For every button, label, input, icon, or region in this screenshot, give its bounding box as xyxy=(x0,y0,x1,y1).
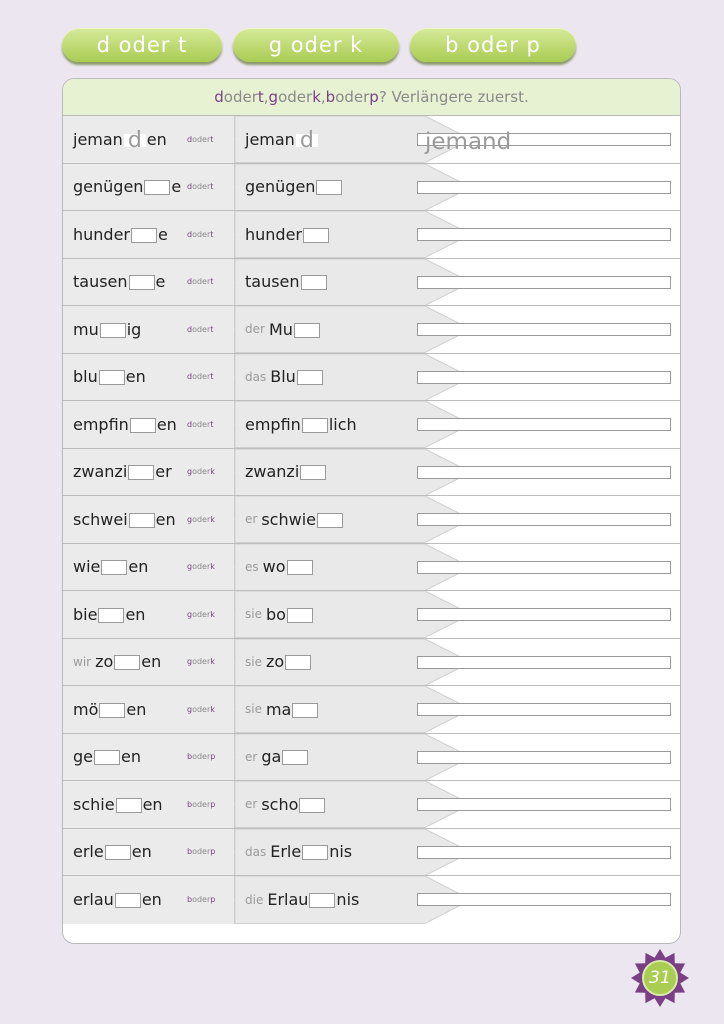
letter-gap[interactable] xyxy=(300,465,326,480)
hint-letter: b xyxy=(187,799,193,809)
hint-letter: k xyxy=(210,657,215,667)
letter-hint xyxy=(187,829,215,876)
exercise-card xyxy=(62,78,681,944)
letter-gap[interactable] xyxy=(317,513,343,528)
table-row xyxy=(63,686,680,734)
hint-text: oder xyxy=(192,467,211,477)
letter-gap[interactable] xyxy=(94,750,120,765)
hint-letter: k xyxy=(210,514,215,524)
word-left xyxy=(73,354,146,401)
table-row xyxy=(63,354,680,402)
answer-line[interactable] xyxy=(417,656,671,669)
word-part: e xyxy=(155,272,166,292)
table-row xyxy=(63,829,680,877)
hint-text: oder xyxy=(192,134,211,144)
hint-letter: t xyxy=(210,372,214,382)
letter-hint xyxy=(187,306,213,353)
word-extended xyxy=(245,876,359,924)
word-part: ga xyxy=(261,747,282,767)
answer-text: jemand xyxy=(425,129,512,156)
word-left xyxy=(73,401,177,448)
word-part: jeman xyxy=(245,129,295,149)
hint-letter: d xyxy=(187,372,193,382)
letter-gap[interactable] xyxy=(99,370,125,385)
word-part: erle xyxy=(73,842,104,862)
hint-letter: d xyxy=(187,229,193,239)
hint-letter: t xyxy=(210,419,214,429)
hint-letter: t xyxy=(210,229,214,239)
table-row xyxy=(63,211,680,259)
letter-hint xyxy=(187,734,215,781)
hint-letter: t xyxy=(210,134,214,144)
word-prefix: das xyxy=(245,844,267,859)
answer-line[interactable] xyxy=(417,371,671,384)
tab-g-oder-k[interactable] xyxy=(233,28,399,62)
letter-gap[interactable] xyxy=(285,655,311,670)
letter-hint xyxy=(187,449,215,496)
word-part: schwie xyxy=(261,509,316,529)
word-extended xyxy=(245,544,314,591)
hint-letter: t xyxy=(210,182,214,192)
letter-hint xyxy=(187,496,215,543)
word-prefix: sie xyxy=(245,702,262,717)
letter-gap[interactable]: d xyxy=(296,134,318,147)
instruction xyxy=(63,79,680,116)
table-row xyxy=(63,259,680,307)
word-left xyxy=(73,686,146,733)
letter-gap[interactable] xyxy=(116,798,142,813)
letter-gap[interactable]: d xyxy=(124,134,146,147)
word-left xyxy=(73,829,152,876)
letter-gap[interactable] xyxy=(309,893,335,908)
word-left xyxy=(73,639,161,686)
answer-line[interactable] xyxy=(417,751,671,764)
word-extended xyxy=(245,116,319,163)
letter-gap[interactable] xyxy=(99,703,125,718)
tab-label: b oder p xyxy=(445,33,541,57)
letter-hint xyxy=(187,591,215,638)
word-extended xyxy=(245,686,319,733)
word-prefix: die xyxy=(245,892,264,907)
table-row xyxy=(63,734,680,782)
table-row xyxy=(63,306,680,354)
word-part: genügen xyxy=(245,177,316,197)
hint-text: oder xyxy=(192,229,211,239)
word-left xyxy=(73,211,168,258)
word-left xyxy=(73,781,163,828)
word-part: Mu xyxy=(268,319,293,339)
word-extended xyxy=(245,496,344,543)
hint-letter: d xyxy=(187,324,193,334)
answer-line[interactable] xyxy=(417,228,671,241)
word-prefix: wir xyxy=(73,654,92,669)
table-row xyxy=(63,401,680,449)
letter-gap[interactable] xyxy=(297,370,323,385)
hint-letter: g xyxy=(187,562,193,572)
table-row xyxy=(63,544,680,592)
word-part: zo xyxy=(95,652,114,672)
word-left xyxy=(73,496,176,543)
hint-text: oder xyxy=(192,182,211,192)
hint-text: oder xyxy=(192,419,211,429)
text: , xyxy=(320,88,326,106)
hint-letter: k xyxy=(210,562,215,572)
letter-gap[interactable] xyxy=(128,465,154,480)
hint-letter: b xyxy=(187,752,193,762)
word-part: hunder xyxy=(73,224,130,244)
letter-gap[interactable] xyxy=(303,228,329,243)
table-row xyxy=(63,591,680,639)
word-extended xyxy=(245,164,343,211)
hint-letter: p xyxy=(210,895,216,905)
tab-d-oder-t[interactable] xyxy=(62,28,222,62)
word-part: tausen xyxy=(245,272,300,292)
hint-text: oder xyxy=(192,372,211,382)
letter-hint xyxy=(187,259,213,306)
hint-text: oder xyxy=(192,609,211,619)
word-part: wie xyxy=(73,557,101,577)
word-left xyxy=(73,306,141,353)
letter: d xyxy=(214,88,224,106)
word-part: scho xyxy=(261,794,299,814)
word-prefix: das xyxy=(245,369,267,384)
hint-letter: t xyxy=(210,324,214,334)
word-part: Blu xyxy=(270,367,296,387)
word-part: mu xyxy=(73,319,99,339)
word-part: mö xyxy=(73,699,99,719)
text: ? Verlängere zuerst. xyxy=(378,88,529,106)
letter-gap[interactable] xyxy=(131,228,157,243)
letter-gap[interactable] xyxy=(114,655,140,670)
table-row xyxy=(63,876,680,924)
letter-hint xyxy=(187,116,213,163)
hint-letter: g xyxy=(187,704,193,714)
hint-text: oder xyxy=(192,895,211,905)
word-part: ge xyxy=(73,747,93,767)
letter-gap[interactable] xyxy=(98,608,124,623)
hint-letter: k xyxy=(210,704,215,714)
word-part: wo xyxy=(262,557,286,577)
text: oder xyxy=(278,88,313,106)
word-part: en xyxy=(128,557,149,577)
word-part: zwanzi xyxy=(73,462,128,482)
word-part: en xyxy=(121,747,141,767)
letter: k xyxy=(312,88,321,106)
word-extended xyxy=(245,211,330,258)
word-part: jeman xyxy=(73,129,123,149)
word-part: bie xyxy=(73,604,98,624)
word-part: genügen xyxy=(73,177,144,197)
letter-gap[interactable] xyxy=(292,703,318,718)
tab-b-oder-p[interactable] xyxy=(410,28,576,62)
hint-letter: d xyxy=(187,182,193,192)
word-part: en xyxy=(155,509,176,529)
word-extended xyxy=(245,829,352,876)
letter-gap[interactable] xyxy=(282,750,308,765)
word-extended xyxy=(245,306,321,353)
word-part: bo xyxy=(265,604,286,624)
table-row xyxy=(63,116,680,164)
word-part: en xyxy=(131,842,152,862)
table-row xyxy=(63,781,680,829)
letter-gap[interactable] xyxy=(316,180,342,195)
hint-letter: k xyxy=(210,609,215,619)
word-extended xyxy=(245,781,326,828)
letter-gap[interactable] xyxy=(299,798,325,813)
word-left xyxy=(73,544,148,591)
word-part: er xyxy=(155,462,172,482)
answer-line[interactable] xyxy=(417,893,671,906)
hint-letter: g xyxy=(187,609,193,619)
word-part: ig xyxy=(126,319,142,339)
hint-letter: b xyxy=(187,847,193,857)
letter-gap[interactable] xyxy=(101,560,127,575)
answer-line[interactable] xyxy=(417,466,671,479)
letter-hint xyxy=(187,401,213,448)
hint-letter: p xyxy=(210,847,216,857)
hint-text: oder xyxy=(192,704,211,714)
letter-hint xyxy=(187,781,215,828)
word-part: Erlau xyxy=(267,890,309,910)
letter-gap[interactable] xyxy=(301,275,327,290)
answer-line[interactable] xyxy=(417,276,671,289)
hint-letter: b xyxy=(187,895,193,905)
answer-line[interactable] xyxy=(417,846,671,859)
word-part: Erle xyxy=(270,842,302,862)
word-part: zwanzi xyxy=(245,462,300,482)
hint-letter: d xyxy=(187,277,193,287)
hint-letter: p xyxy=(210,752,216,762)
page-number: 31 xyxy=(649,968,671,988)
table-row xyxy=(63,639,680,687)
letter: g xyxy=(268,88,279,106)
answer-line[interactable] xyxy=(417,561,671,574)
word-part: en xyxy=(125,604,146,624)
word-part: e xyxy=(171,177,182,197)
hint-text: oder xyxy=(192,324,211,334)
word-left xyxy=(73,259,165,306)
word-prefix: es xyxy=(245,559,259,574)
word-part: hunder xyxy=(245,224,302,244)
word-part: en xyxy=(146,129,167,149)
table-row xyxy=(63,449,680,497)
hint-text: oder xyxy=(192,657,211,667)
letter-gap[interactable] xyxy=(294,323,320,338)
letter-gap[interactable] xyxy=(287,608,313,623)
hint-text: oder xyxy=(192,514,211,524)
letter-gap[interactable] xyxy=(302,418,328,433)
letter-gap[interactable] xyxy=(144,180,170,195)
letter-gap[interactable] xyxy=(302,845,328,860)
answer-line[interactable] xyxy=(417,703,671,716)
word-left xyxy=(73,449,172,496)
word-part: en xyxy=(141,890,162,910)
word-extended xyxy=(245,449,327,496)
hint-text: oder xyxy=(192,847,211,857)
word-part: empfin xyxy=(73,414,129,434)
answer-line[interactable] xyxy=(417,418,671,431)
word-part: tausen xyxy=(73,272,128,292)
text: oder xyxy=(335,88,370,106)
letter-gap[interactable] xyxy=(129,513,155,528)
word-extended xyxy=(245,639,312,686)
word-part: nis xyxy=(329,842,353,862)
letter-hint xyxy=(187,544,215,591)
word-part: lich xyxy=(328,414,357,434)
word-part: en xyxy=(141,652,162,672)
word-part: nis xyxy=(336,890,360,910)
letter-hint xyxy=(187,686,215,733)
word-part: ma xyxy=(265,699,292,719)
letter: t xyxy=(257,88,264,106)
letter: b xyxy=(325,88,336,106)
word-prefix: der xyxy=(245,322,265,337)
hint-letter: t xyxy=(210,277,214,287)
table-row xyxy=(63,496,680,544)
letter-hint xyxy=(187,876,215,924)
tab-label: g oder k xyxy=(268,33,364,57)
letter-gap[interactable] xyxy=(100,323,126,338)
word-prefix: sie xyxy=(245,607,262,622)
letter-gap[interactable] xyxy=(130,418,156,433)
answer-line[interactable] xyxy=(417,513,671,526)
letter-hint xyxy=(187,354,213,401)
word-left xyxy=(73,876,162,924)
word-part: en xyxy=(142,794,163,814)
word-prefix: sie xyxy=(245,654,262,669)
answer-line[interactable] xyxy=(417,798,671,811)
hint-letter: g xyxy=(187,657,193,667)
letter: p xyxy=(369,88,379,106)
letter-gap[interactable] xyxy=(287,560,313,575)
word-part: zo xyxy=(265,652,285,672)
word-prefix: er xyxy=(245,797,258,812)
hint-letter: g xyxy=(187,467,193,477)
text: oder xyxy=(223,88,258,106)
answer-line[interactable] xyxy=(417,608,671,621)
table-row xyxy=(63,164,680,212)
word-left xyxy=(73,164,181,211)
word-part: en xyxy=(126,699,147,719)
letter-hint xyxy=(187,211,213,258)
word-part: erlau xyxy=(73,890,114,910)
word-extended xyxy=(245,259,328,306)
word-extended xyxy=(245,734,309,781)
hint-text: oder xyxy=(192,277,211,287)
hint-letter: k xyxy=(210,467,215,477)
word-part: en xyxy=(125,367,146,387)
word-extended xyxy=(245,354,324,401)
word-part: en xyxy=(156,414,177,434)
word-part: schie xyxy=(73,794,115,814)
letter-gap[interactable] xyxy=(129,275,155,290)
hint-text: oder xyxy=(192,799,211,809)
word-part: empfin xyxy=(245,414,301,434)
hint-letter: p xyxy=(210,799,216,809)
tab-label: d oder t xyxy=(96,33,188,57)
word-extended xyxy=(245,591,314,638)
letter-hint xyxy=(187,164,213,211)
hint-letter: g xyxy=(187,514,193,524)
letter-gap[interactable] xyxy=(105,845,131,860)
exercise-rows xyxy=(63,116,680,924)
word-part: schwei xyxy=(73,509,128,529)
word-part: e xyxy=(158,224,168,244)
word-part: blu xyxy=(73,367,98,387)
word-left xyxy=(73,734,141,781)
word-left xyxy=(73,591,145,638)
hint-text: oder xyxy=(192,562,211,572)
letter-gap[interactable] xyxy=(115,893,141,908)
hint-text: oder xyxy=(192,752,211,762)
word-left xyxy=(73,116,167,163)
word-extended xyxy=(245,401,357,448)
word-prefix: er xyxy=(245,512,258,527)
hint-letter: d xyxy=(187,134,193,144)
answer-line[interactable] xyxy=(417,323,671,336)
text: , xyxy=(263,88,269,106)
hint-letter: d xyxy=(187,419,193,429)
letter-hint xyxy=(187,639,215,686)
answer-line[interactable] xyxy=(417,181,671,194)
word-prefix: er xyxy=(245,749,258,764)
